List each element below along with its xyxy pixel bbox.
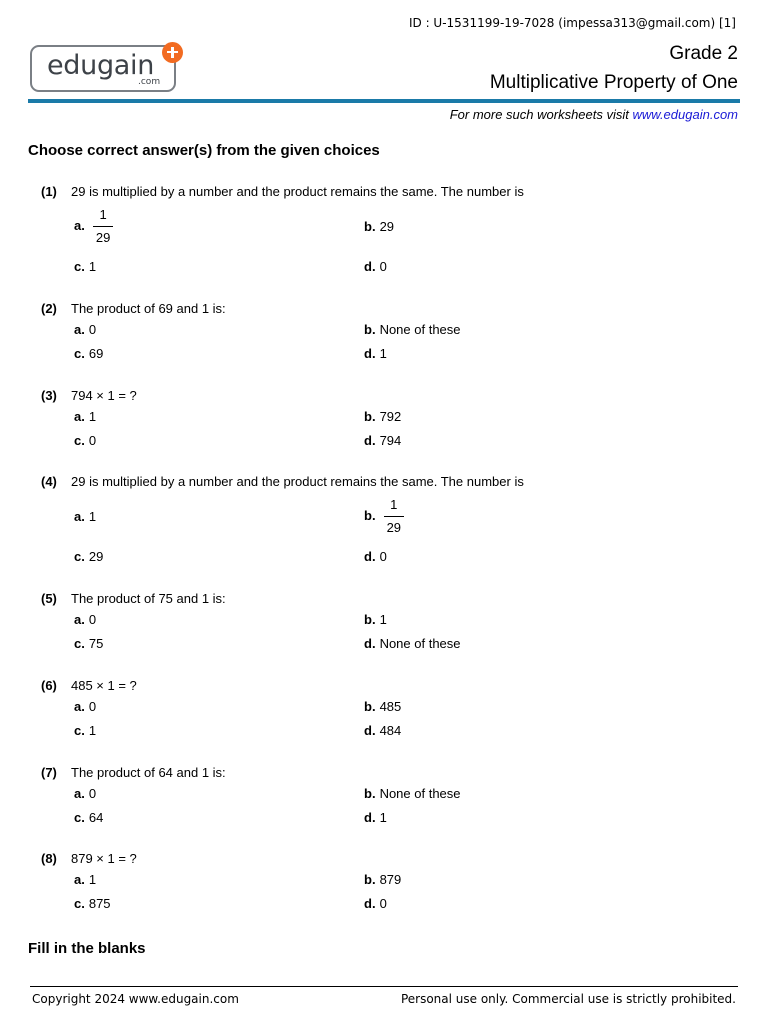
option-value: 0 — [88, 322, 97, 337]
option-c[interactable] — [74, 723, 96, 738]
grade-title: Grade 2 — [669, 43, 738, 64]
question-number: (8) — [41, 851, 57, 866]
option-label: c. — [74, 810, 85, 825]
logo-domain: .com — [138, 77, 161, 87]
option-value: None of these — [379, 322, 461, 337]
option-label: d. — [364, 723, 376, 738]
option-label: d. — [364, 346, 376, 361]
option-value: 0 — [379, 259, 387, 274]
fraction — [93, 207, 113, 246]
option-value: 0 — [379, 549, 387, 564]
option-a[interactable] — [74, 699, 96, 714]
footer-divider — [30, 986, 738, 987]
option-value: 484 — [379, 723, 402, 738]
option-label: a. — [74, 872, 85, 887]
fraction — [384, 497, 404, 536]
option-value: 0 — [88, 433, 97, 448]
option-label: a. — [74, 612, 85, 627]
option-label: b. — [364, 219, 376, 234]
option-d[interactable] — [364, 636, 461, 651]
option-c[interactable] — [74, 810, 103, 825]
footer-notice: Personal use only. Commercial use is strictly prohibited. — [400, 992, 736, 1006]
option-c[interactable] — [74, 896, 111, 911]
option-b[interactable] — [364, 699, 401, 714]
topic-title: Multiplicative Property of One — [489, 72, 738, 93]
fraction-numerator: 1 — [384, 497, 404, 517]
footer-copyright: Copyright 2024 www.edugain.com — [32, 992, 239, 1006]
option-d[interactable] — [364, 433, 401, 448]
option-value: 1 — [88, 509, 97, 524]
question-text: The product of 64 and 1 is: — [71, 765, 226, 780]
option-value: 1 — [88, 872, 97, 887]
option-value: 1 — [379, 346, 387, 361]
option-label: c. — [74, 723, 85, 738]
fill-section-heading: Fill in the blanks — [28, 940, 146, 957]
question-number: (1) — [41, 184, 57, 199]
option-a[interactable] — [74, 872, 96, 887]
option-d[interactable] — [364, 810, 387, 825]
question-text: 879 × 1 = ? — [71, 851, 137, 866]
option-c[interactable] — [74, 346, 103, 361]
option-b[interactable] — [364, 322, 461, 337]
option-a[interactable] — [74, 409, 96, 424]
edugain-logo — [30, 45, 176, 92]
option-value: 29 — [379, 219, 395, 234]
option-value: 69 — [88, 346, 104, 361]
mcq-section-heading: Choose correct answer(s) from the given choices — [28, 142, 380, 159]
option-b[interactable] — [364, 409, 401, 424]
option-value: None of these — [379, 786, 461, 801]
option-label: b. — [364, 872, 376, 887]
option-label: c. — [74, 896, 85, 911]
option-a[interactable] — [74, 612, 96, 627]
option-label: c. — [74, 433, 85, 448]
option-label: d. — [364, 636, 376, 651]
option-label: a. — [74, 217, 85, 233]
option-label: b. — [364, 612, 376, 627]
option-a[interactable] — [74, 207, 113, 246]
option-value: 64 — [88, 810, 104, 825]
question-text: 29 is multiplied by a number and the product remains the same. The number is — [71, 184, 524, 199]
visit-link[interactable]: www.edugain.com — [632, 107, 738, 122]
option-value: 875 — [88, 896, 111, 911]
option-value: 794 — [379, 433, 402, 448]
fraction-denominator: 29 — [95, 230, 111, 245]
plus-icon — [162, 42, 183, 63]
visit-line — [450, 107, 738, 122]
option-label: b. — [364, 409, 376, 424]
option-label: d. — [364, 549, 376, 564]
option-value: 75 — [88, 636, 104, 651]
option-label: d. — [364, 259, 376, 274]
header-divider — [28, 99, 740, 103]
option-value: 1 — [379, 810, 387, 825]
option-d[interactable] — [364, 346, 387, 361]
option-label: b. — [364, 322, 376, 337]
option-value: 1 — [88, 259, 97, 274]
worksheet-id: ID : U-1531199-19-7028 (impessa313@gmail.com) [1] — [408, 16, 736, 30]
option-value: 1 — [379, 612, 387, 627]
option-b[interactable] — [364, 612, 387, 627]
option-value: 792 — [379, 409, 402, 424]
option-c[interactable] — [74, 549, 103, 564]
visit-prefix: For more such worksheets visit — [449, 107, 633, 122]
option-label: a. — [74, 509, 85, 524]
option-label: a. — [74, 322, 85, 337]
option-value: None of these — [379, 636, 461, 651]
question-text: 485 × 1 = ? — [71, 678, 137, 693]
option-a[interactable] — [74, 509, 96, 524]
option-label: d. — [364, 433, 376, 448]
option-b[interactable] — [364, 497, 404, 536]
option-a[interactable] — [74, 322, 96, 337]
fraction-denominator: 29 — [386, 520, 402, 535]
option-label: c. — [74, 346, 85, 361]
question-text: 794 × 1 = ? — [71, 388, 137, 403]
question-number: (6) — [41, 678, 57, 693]
question-number: (3) — [41, 388, 57, 403]
question-text: The product of 69 and 1 is: — [71, 301, 226, 316]
option-label: a. — [74, 699, 85, 714]
option-a[interactable] — [74, 786, 96, 801]
option-label: d. — [364, 896, 376, 911]
option-label: c. — [74, 549, 85, 564]
option-b[interactable] — [364, 219, 394, 234]
question-text: 29 is multiplied by a number and the product remains the same. The number is — [71, 474, 524, 489]
option-label: b. — [364, 699, 376, 714]
option-d[interactable] — [364, 723, 401, 738]
option-value: 0 — [88, 786, 97, 801]
option-value: 1 — [88, 409, 97, 424]
fraction-numerator: 1 — [93, 207, 113, 227]
option-value: 0 — [379, 896, 387, 911]
option-d[interactable] — [364, 896, 387, 911]
option-label: a. — [74, 409, 85, 424]
option-value: 485 — [379, 699, 402, 714]
option-value: 879 — [379, 872, 402, 887]
option-value: 29 — [88, 549, 104, 564]
option-label: a. — [74, 786, 85, 801]
option-b[interactable] — [364, 786, 461, 801]
option-label: c. — [74, 259, 85, 274]
question-text: The product of 75 and 1 is: — [71, 591, 226, 606]
option-label: d. — [364, 810, 376, 825]
option-label: c. — [74, 636, 85, 651]
option-value: 0 — [88, 612, 97, 627]
logo-wordmark: edugain — [47, 50, 155, 81]
question-number: (2) — [41, 301, 57, 316]
option-label: b. — [364, 786, 376, 801]
question-number: (4) — [41, 474, 57, 489]
option-c[interactable] — [74, 259, 96, 274]
option-d[interactable] — [364, 549, 387, 564]
option-c[interactable] — [74, 636, 103, 651]
question-number: (5) — [41, 591, 57, 606]
question-number: (7) — [41, 765, 57, 780]
option-value: 0 — [88, 699, 97, 714]
option-value: 1 — [88, 723, 97, 738]
option-b[interactable] — [364, 872, 401, 887]
option-c[interactable] — [74, 433, 96, 448]
option-label: b. — [364, 507, 376, 523]
option-d[interactable] — [364, 259, 387, 274]
